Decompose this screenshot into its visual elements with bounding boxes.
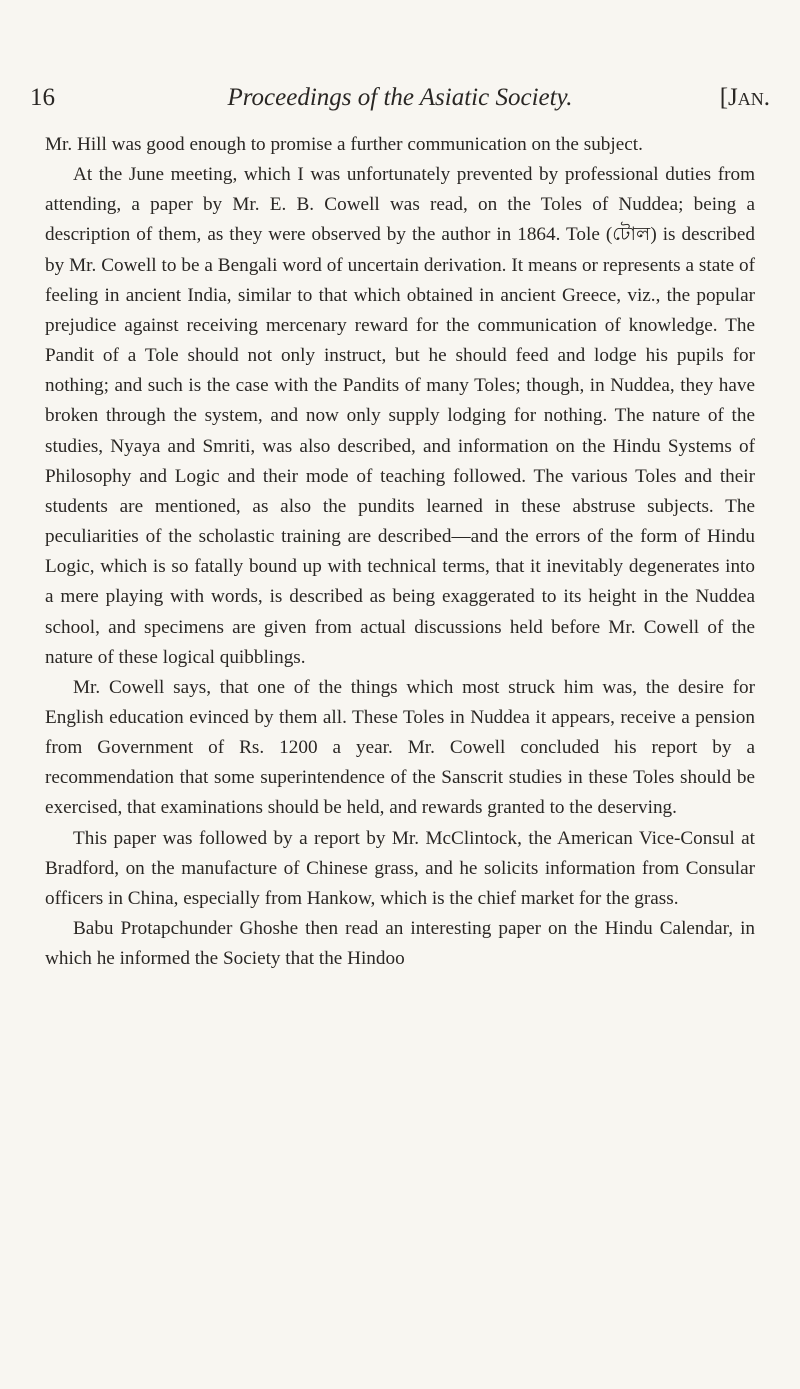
running-title: Proceedings of the Asiatic Society. xyxy=(227,84,573,111)
page-number: 16 xyxy=(30,84,55,111)
running-header xyxy=(30,84,770,118)
paragraph: Mr. Hill was good enough to promise a further communication on the subject. xyxy=(45,134,643,155)
paragraph: At the June meeting, which I was unfortunately prevented by professional duties from attending, a paper by Mr. E. B. Cowell was read, on the Toles of Nuddea; being a description of them, as they were observed by the author in 1864. Tole (টোল) is described by Mr. Cowell to be a Bengali word of uncertain derivation. It means or represents a state of feeling in ancient India, similar to that which obtained in ancient Greece, viz., the popular prejudice against receiving mercenary reward for the communication of knowledge. The Pandit of a Tole should not only instruct, but he should feed and lodge his pupils for nothing; and such is the case with the Pandits of many Toles; though, in Nuddea, they have broken through the system, and now only supply lodging for nothing. The nature of the studies, Nyaya and Smriti, was also described, and information on the Hindu Systems of Philosophy and Logic and their mode of teaching followed. The various Toles and their students are mentioned, as also the pundits learned in these abstruse subjects. The peculiarities of the scholastic training are described—and the errors of the form of Hindu Logic, which is so fatally bound up with technical terms, that it inevitably degenerates into a mere playing with words, is described as being exaggerated to its height in the Nuddea school, and specimens are given from actual discussions held before Mr. Cowell of the nature of these logical quibblings. xyxy=(45,164,755,668)
paragraph: Mr. Cowell says, that one of the things which most struck him was, the desire for English education evinced by them all. These Toles in Nuddea it appears, receive a pension from Government of Rs. 1200 a year. Mr. Cowell concluded his report by a recommendation that some superintendence of the Sanscrit studies in these Toles should be exercised, that examinations should be held, and rewards granted to the deserving. xyxy=(45,676,755,819)
body-text xyxy=(45,130,755,974)
header-month: [Jan. xyxy=(719,84,770,111)
paragraph: This paper was followed by a report by Mr. McClintock, the American Vice-Consul at Bradford, on the manufacture of Chinese grass, and he solicits information from Consular officers in China, especially from Hankow, which is the chief market for the grass. xyxy=(45,827,755,909)
paragraph: Babu Protapchunder Ghoshe then read an interesting paper on the Hindu Calendar, in which he informed the Society that the Hindoo xyxy=(45,918,755,970)
